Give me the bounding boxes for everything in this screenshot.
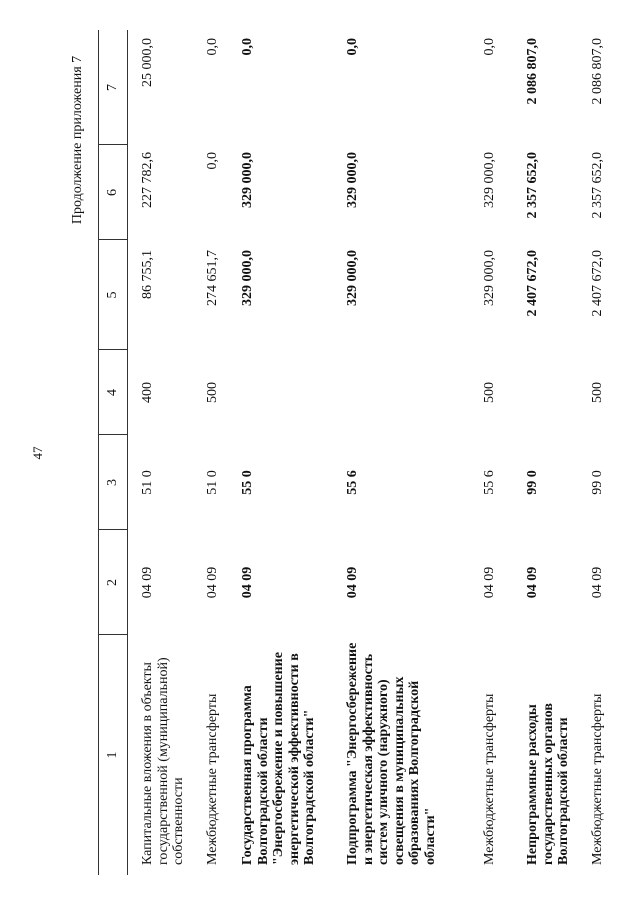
row-code-section: 04 09 (205, 566, 220, 599)
row-code-program: 99 0 (525, 470, 540, 495)
row-value-7: 2 086 807,0 (525, 38, 540, 105)
row-code-type: 500 (482, 382, 497, 403)
row-code-section: 04 09 (482, 566, 497, 599)
row-name: Непрограммные расходы государственных органов Волгоградской области (525, 703, 572, 865)
header-col-4: 4 (105, 389, 120, 396)
row-value-6: 329 000,0 (345, 152, 360, 208)
row-value-5: 329 000,0 (482, 250, 497, 306)
row-value-6: 227 782,6 (140, 152, 155, 208)
row-name: Межбюджетные трансферты (590, 693, 605, 865)
row-code-type: 500 (590, 382, 605, 403)
header-col-3: 3 (105, 479, 120, 486)
row-value-7: 0,0 (345, 38, 360, 56)
row-value-5: 2 407 672,0 (525, 250, 540, 317)
row-name: Капитальные вложения в объекты государственной (муниципальной) собственности (140, 657, 187, 865)
header-col-2: 2 (105, 579, 120, 586)
row-value-5: 329 000,0 (345, 250, 360, 306)
row-code-program: 51 0 (205, 470, 220, 495)
row-code-program: 55 6 (345, 470, 360, 495)
row-code-section: 04 09 (345, 566, 360, 599)
row-code-program: 55 0 (240, 470, 255, 495)
row-code-type: 500 (205, 382, 220, 403)
row-name: Межбюджетные трансферты (482, 693, 497, 865)
row-value-7: 0,0 (482, 38, 497, 56)
row-value-6: 2 357 652,0 (590, 152, 605, 219)
row-code-type: 400 (140, 382, 155, 403)
row-name: Государственная программа Волгоградской области "Энергосбережение и повышение энергетической эффективности в Волгоградской области" (240, 652, 318, 865)
row-code-section: 04 09 (525, 566, 540, 599)
row-code-program: 55 6 (482, 470, 497, 495)
row-code-section: 04 09 (590, 566, 605, 599)
row-code-program: 99 0 (590, 470, 605, 495)
page-number: 47 (30, 446, 45, 460)
row-value-6: 0,0 (205, 152, 220, 170)
row-name: Подпрограмма "Энергосбережение и энергетическая эффективность систем уличного (наружного) освещения в муниципальных образованиях Волгоградской области" (345, 642, 438, 865)
row-value-7: 2 086 807,0 (590, 38, 605, 105)
row-value-6: 2 357 652,0 (525, 152, 540, 219)
table-caption: Продолжение приложения 7 (70, 55, 85, 225)
header-col-5: 5 (105, 291, 120, 299)
header-col-1: 1 (105, 751, 120, 759)
row-value-6: 329 000,0 (240, 152, 255, 208)
row-value-6: 329 000,0 (482, 152, 497, 208)
row-value-5: 2 407 672,0 (590, 250, 605, 317)
row-code-section: 04 09 (240, 566, 255, 599)
row-value-5: 86 755,1 (140, 250, 155, 299)
header-bottom-rule (127, 30, 128, 875)
header-col-7: 7 (105, 84, 120, 91)
row-value-7: 0,0 (205, 38, 220, 56)
row-value-7: 25 000,0 (140, 38, 155, 87)
row-value-7: 0,0 (240, 38, 255, 56)
row-name: Межбюджетные трансферты (205, 693, 220, 865)
row-value-5: 329 000,0 (240, 250, 255, 306)
row-code-program: 51 0 (140, 470, 155, 495)
row-value-5: 274 651,7 (205, 250, 220, 306)
row-code-section: 04 09 (140, 566, 155, 599)
header-col-6: 6 (105, 189, 120, 196)
header-top-rule (98, 30, 99, 875)
